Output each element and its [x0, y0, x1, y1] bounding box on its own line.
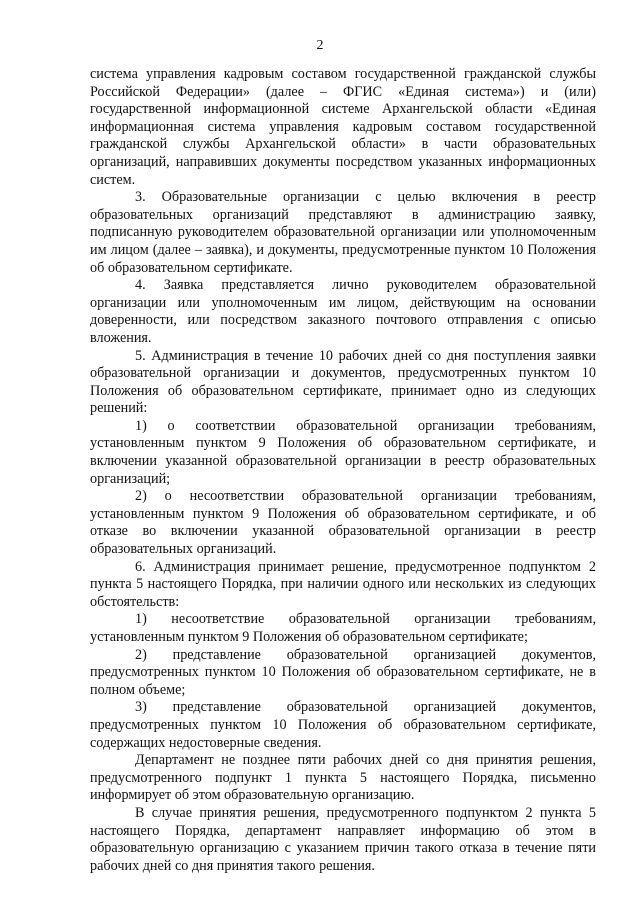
- page-number: 2: [316, 38, 324, 53]
- paragraph: 4. Заявка представляется лично руководителем образовательной организации или уполномоченным им лицом, действующим на основании доверенности, или посредством заказного почтового отправления с описью вложения.: [90, 277, 596, 346]
- document-body: [90, 66, 596, 875]
- paragraph: 1) несоответствие образовательной организации требованиям, установленным пунктом 9 Положения об образовательном сертификате;: [90, 611, 596, 645]
- paragraph: Департамент не позднее пяти рабочих дней со дня принятия решения, предусмотренного подпункт 1 пункта 5 настоящего Порядка, письменно информирует об этом образовательную организацию.: [90, 752, 596, 804]
- paragraph: 5. Администрация в течение 10 рабочих дней со дня поступления заявки образовательной организации и документов, предусмотренных пунктом 10 Положения об образовательном сертификате, принимает одно из следующих решений:: [90, 347, 596, 417]
- paragraph: 3. Образовательные организации с целью включения в реестр образовательных организаций представляют в администрацию заявку, подписанную руководителем образовательной организации или уполномоченным им лицом (далее – заявка), и документы, предусмотренные пунктом 10 Положения об образовательном сертификате.: [90, 189, 596, 276]
- paragraph: 6. Администрация принимает решение, предусмотренное подпунктом 2 пункта 5 настоящего Порядка, при наличии одного или нескольких из следующих обстоятельств:: [90, 558, 596, 610]
- paragraph: система управления кадровым составом государственной гражданской службы Российской Федерации» (далее – ФГИС «Единая система») и (или) государственной информационной системе Архангельской области «Единая информационная система управления кадровым составом государственной гражданской службы Архангельской области» в части образовательных организаций, направивших документы посредством указанных информационных систем.: [90, 66, 596, 188]
- paragraph: 3) представление образовательной организацией документов, предусмотренных пунктом 10 Положения об образовательном сертификате, содержащих недостоверные сведения.: [90, 699, 596, 751]
- paragraph: В случае принятия решения, предусмотренного подпунктом 2 пункта 5 настоящего Порядка, департамент направляет информацию об этом в образовательную организацию с указанием причин такого отказа в течение пяти рабочих дней со дня принятия такого решения.: [90, 804, 596, 874]
- paragraph: 2) представление образовательной организацией документов, предусмотренных пунктом 10 Положения об образовательном сертификате, не в полном объеме;: [90, 646, 596, 698]
- paragraph: 2) о несоответствии образовательной организации требованиям, установленным пунктом 9 Положения об образовательном сертификате, и об отказе во включении указанной образовательной организации в реестр образовательных организаций.: [90, 488, 596, 558]
- paragraph: 1) о соответствии образовательной организации требованиям, установленным пунктом 9 Положения об образовательном сертификате, и включении указанной образовательной организации в реестр образовательных организаций;: [90, 417, 596, 487]
